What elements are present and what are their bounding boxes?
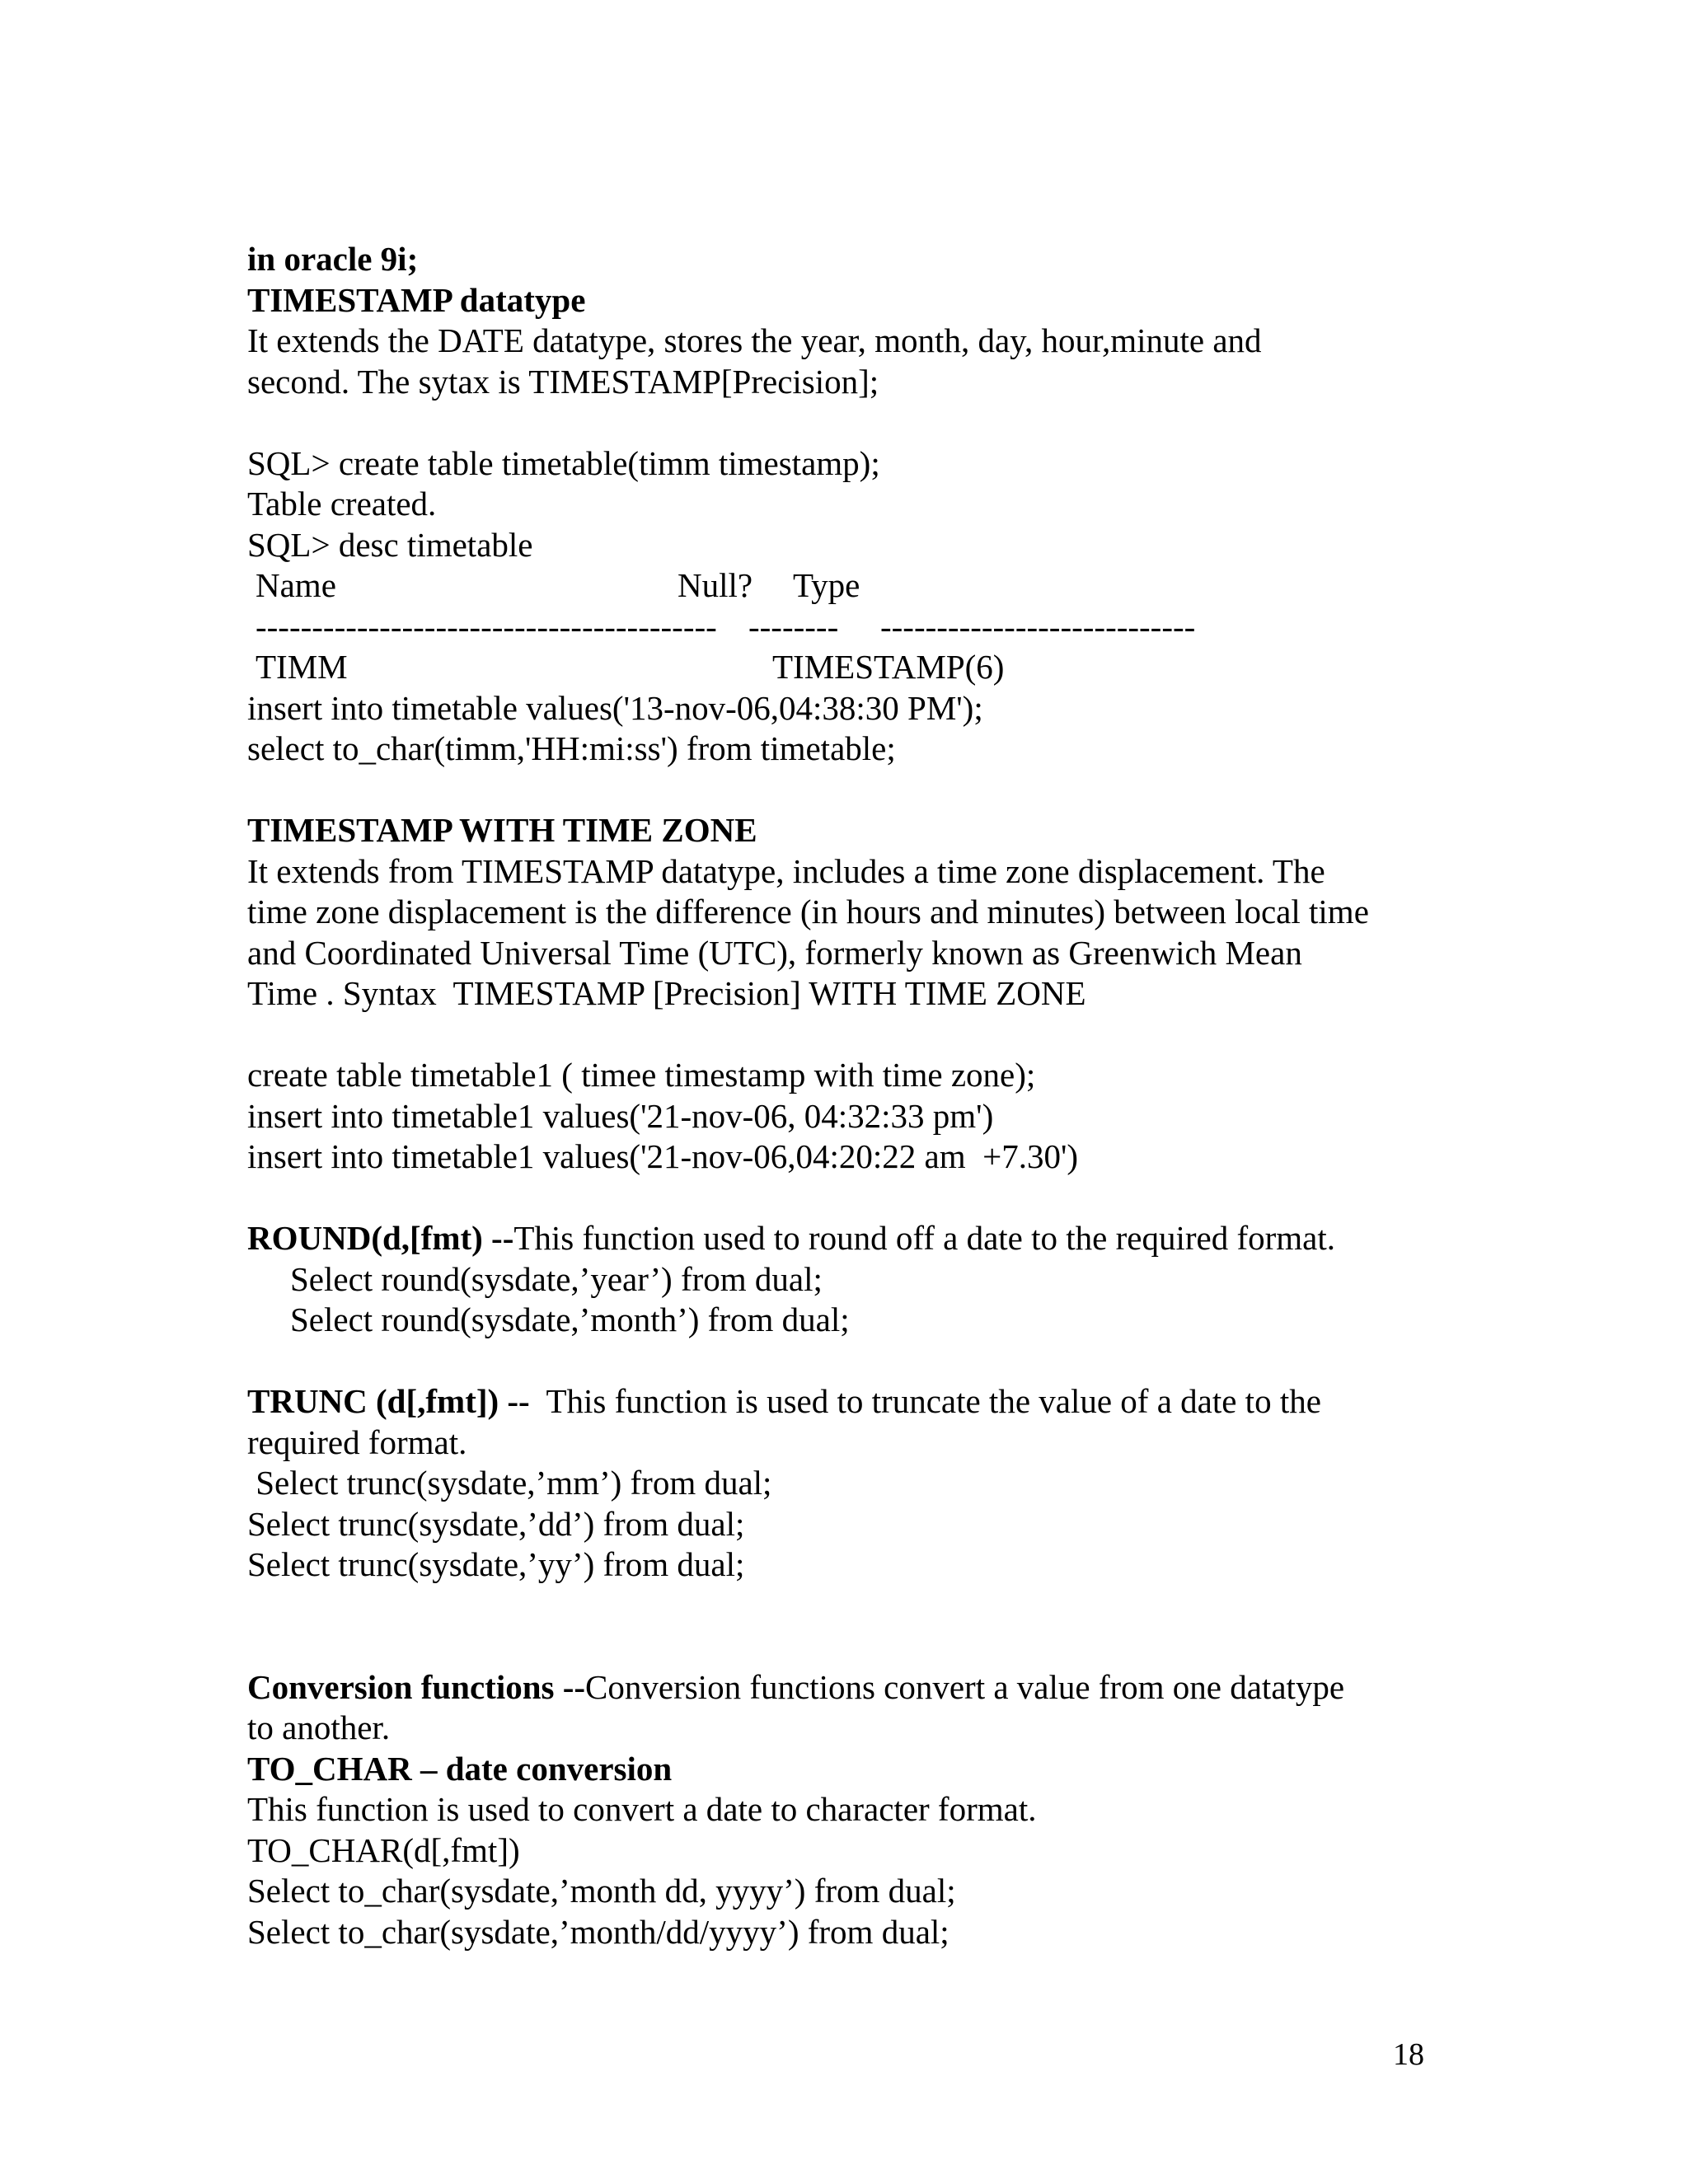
sql-line: insert into timetable1 values('21-nov-06,04:20:22 am +7.30') <box>247 1137 1079 1175</box>
desc-table-row <box>247 647 1451 688</box>
trunc-text: This function is used to truncate the value of a date to the <box>529 1382 1321 1420</box>
round-label: ROUND(d,[fmt) -- <box>247 1219 514 1257</box>
sql-output-line: Table created. <box>247 485 437 523</box>
spacer <box>247 1626 1451 1667</box>
timestamp-tz-description-line: It extends from TIMESTAMP datatype, includes a time zone displacement. The <box>247 851 1325 890</box>
to-char-heading: TO_CHAR – date conversion <box>247 1749 673 1788</box>
trunc-definition <box>247 1381 1451 1422</box>
separator-name: ----------------------------------------- <box>256 607 717 645</box>
timestamp-description-line: It extends the DATE datatype, stores the year, month, day, hour,minute and <box>247 321 1262 359</box>
round-definition <box>247 1218 1451 1259</box>
trunc-text-continued: required format. <box>247 1422 467 1461</box>
trunc-example: Select trunc(sysdate,’yy’) from dual; <box>247 1545 745 1583</box>
timestamp-tz-heading: TIMESTAMP WITH TIME ZONE <box>247 811 757 849</box>
trunc-example: Select trunc(sysdate,’mm’) from dual; <box>247 1464 772 1502</box>
separator-null: -------- <box>748 607 839 645</box>
timestamp-tz-description-line: time zone displacement is the difference (in hours and minutes) between local time <box>247 893 1369 930</box>
sql-line: create table timetable1 ( timee timestamp with time zone); <box>247 1056 1036 1094</box>
conversion-label: Conversion functions -- <box>247 1667 586 1706</box>
page-content <box>247 239 1451 1952</box>
timestamp-description-line: second. The sytax is TIMESTAMP[Precision]; <box>247 362 879 401</box>
sql-line: insert into timetable1 values('21-nov-06, 04:32:33 pm') <box>247 1096 994 1135</box>
to-char-line: Select to_char(sysdate,’month dd, yyyy’) from dual; <box>247 1872 956 1910</box>
to-char-line: TO_CHAR(d[,fmt]) <box>247 1830 520 1869</box>
round-example: Select round(sysdate,’month’) from dual; <box>290 1301 850 1338</box>
to-char-line: Select to_char(sysdate,’month/dd/yyyy’) from dual; <box>247 1912 950 1951</box>
desc-column-name: Name <box>256 566 336 604</box>
desc-column-type: Type <box>793 566 860 604</box>
conversion-text: Conversion functions convert a value from one datatype <box>585 1667 1345 1706</box>
spacer <box>247 1178 1451 1219</box>
sql-line: select to_char(timm,'HH:mi:ss') from timetable; <box>247 729 896 767</box>
round-text: This function used to round off a date to the required format. <box>513 1219 1335 1257</box>
timestamp-heading: TIMESTAMP datatype <box>247 280 586 319</box>
spacer <box>247 770 1451 811</box>
context-heading: in oracle 9i; <box>247 240 419 278</box>
spacer <box>247 402 1451 443</box>
timestamp-tz-description-line: Time . Syntax TIMESTAMP [Precision] WITH TIME ZONE <box>247 974 1086 1012</box>
sql-line: SQL> desc timetable <box>247 525 533 564</box>
timestamp-tz-description-line: and Coordinated Universal Time (UTC), formerly known as Greenwich Mean <box>247 933 1302 972</box>
to-char-line: This function is used to convert a date to character format. <box>247 1790 1037 1828</box>
conversion-text-continued: to another. <box>247 1708 391 1746</box>
desc-cell-name: TIMM <box>256 648 348 686</box>
page-number: 18 <box>1393 2037 1424 2072</box>
trunc-example: Select trunc(sysdate,’dd’) from dual; <box>247 1504 745 1543</box>
spacer <box>247 1341 1451 1382</box>
spacer <box>247 1015 1451 1056</box>
desc-column-null: Null? <box>678 566 753 604</box>
spacer <box>247 1586 1451 1627</box>
sql-line: insert into timetable values('13-nov-06,04:38:30 PM'); <box>247 688 983 727</box>
desc-table-header <box>247 565 1451 607</box>
desc-cell-type: TIMESTAMP(6) <box>772 648 1005 686</box>
desc-table-separator <box>247 607 1451 648</box>
separator-type: ---------------------------- <box>880 607 1196 645</box>
sql-line: SQL> create table timetable(timm timestamp); <box>247 443 880 482</box>
conversion-definition <box>247 1667 1451 1708</box>
trunc-label: TRUNC (d[,fmt]) -- <box>247 1382 530 1420</box>
round-example: Select round(sysdate,’year’) from dual; <box>290 1259 823 1298</box>
